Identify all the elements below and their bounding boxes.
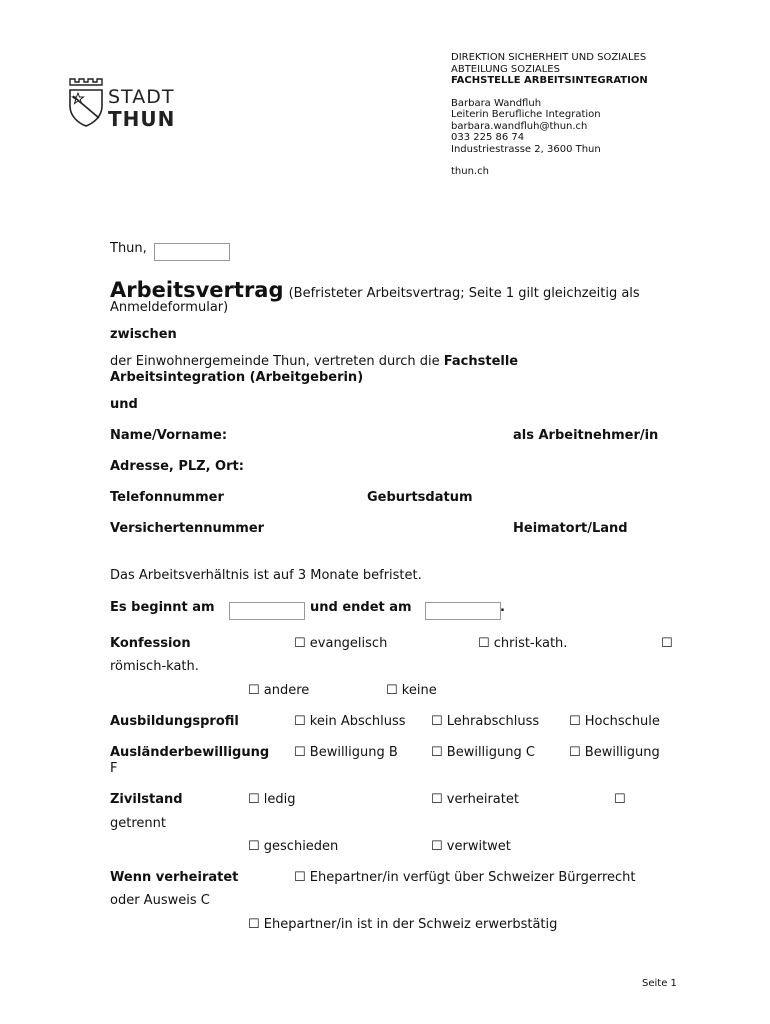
party-office: Fachstelle [443, 354, 519, 369]
party-text: der Einwohnergemeinde Thun, vertreten durch die [110, 354, 444, 369]
checkbox-geschieden[interactable]: ☐ geschieden [248, 839, 339, 854]
checkbox-bewilligung-b[interactable]: ☐ Bewilligung B [294, 745, 398, 760]
checkbox-roemisch-kath[interactable]: ☐ [661, 636, 673, 651]
date-field[interactable] [154, 243, 230, 261]
title-line [110, 278, 640, 302]
page-number: Seite 1 [642, 978, 677, 989]
checkbox-andere[interactable]: ☐ andere [248, 683, 310, 698]
website: thun.ch [451, 166, 489, 177]
permit-f-label: F [110, 761, 118, 776]
logo-text-stadt: STADT [108, 86, 175, 108]
logo-text-thun: THUN [108, 107, 176, 131]
getrennt-label: getrennt [110, 816, 166, 831]
permit-label: Ausländerbewilligung [110, 745, 270, 760]
end-date-field[interactable] [425, 602, 501, 620]
name-label: Name/Vorname: [110, 428, 228, 443]
checkbox-keine[interactable]: ☐ keine [386, 683, 437, 698]
checkbox-ledig[interactable]: ☐ ledig [248, 792, 296, 807]
ends-label: und endet am [310, 600, 412, 615]
contact-phone: 033 225 86 74 [451, 132, 525, 143]
subtitle-continued: Anmeldeformular) [110, 300, 229, 315]
checkbox-evangelisch[interactable]: ☐ evangelisch [294, 636, 388, 651]
contact-address: Industriestrasse 2, 3600 Thun [451, 143, 601, 155]
contact-email: barbara.wandfluh@thun.ch [451, 120, 588, 132]
checkbox-spouse-employed[interactable]: ☐ Ehepartner/in ist in der Schweiz erwerbstätig [248, 917, 558, 932]
and-label: und [110, 397, 138, 412]
party-line [110, 354, 518, 369]
origin-label: Heimatort/Land [513, 521, 628, 536]
checkbox-christ-kath[interactable]: ☐ christ-kath. [478, 636, 568, 651]
roemisch-kath-label: römisch-kath. [110, 659, 199, 674]
spouse-citizenship-continued: oder Ausweis C [110, 893, 210, 908]
checkbox-lehrabschluss[interactable]: ☐ Lehrabschluss [431, 714, 540, 729]
checkbox-kein-abschluss[interactable]: ☐ kein Abschluss [294, 714, 406, 729]
contact-role: Leiterin Berufliche Integration [451, 109, 601, 120]
address-label: Adresse, PLZ, Ort: [110, 459, 244, 474]
duration-text: Das Arbeitsverhältnis ist auf 3 Monate befristet. [110, 568, 422, 583]
city-crest-icon [69, 76, 103, 128]
start-date-field[interactable] [229, 602, 305, 620]
department-block [451, 52, 648, 178]
birthdate-label: Geburtsdatum [367, 490, 473, 505]
education-label: Ausbildungsprofil [110, 714, 239, 729]
if-married-label: Wenn verheiratet [110, 870, 239, 885]
checkbox-hochschule[interactable]: ☐ Hochschule [569, 714, 660, 729]
checkbox-verwitwet[interactable]: ☐ verwitwet [431, 839, 511, 854]
checkbox-bewilligung-f[interactable]: ☐ Bewilligung [569, 745, 660, 760]
place-label: Thun, [110, 241, 147, 256]
checkbox-getrennt[interactable]: ☐ [614, 792, 626, 807]
civil-status-label: Zivilstand [110, 792, 183, 807]
period: . [500, 600, 505, 615]
dept-division: ABTEILUNG SOZIALES [451, 63, 560, 75]
begins-label: Es beginnt am [110, 600, 215, 615]
checkbox-bewilligung-c[interactable]: ☐ Bewilligung C [431, 745, 535, 760]
dept-direction: DIREKTION SICHERHEIT UND SOZIALES [451, 52, 647, 63]
confession-label: Konfession [110, 636, 191, 651]
party-employer: Arbeitsintegration (Arbeitgeberin) [110, 370, 364, 385]
between-label: zwischen [110, 327, 177, 342]
contact-name: Barbara Wandfluh [451, 97, 542, 109]
insurance-label: Versichertennummer [110, 521, 265, 536]
subtitle: (Befristeter Arbeitsvertrag; Seite 1 gilt gleichzeitig als [288, 286, 640, 301]
checkbox-spouse-citizenship[interactable]: ☐ Ehepartner/in verfügt über Schweizer Bürgerrecht [294, 870, 636, 885]
checkbox-verheiratet[interactable]: ☐ verheiratet [431, 792, 519, 807]
employee-label: als Arbeitnehmer/in [513, 428, 659, 443]
dept-office: FACHSTELLE ARBEITSINTEGRATION [451, 75, 648, 86]
page-title: Arbeitsvertrag [110, 278, 284, 302]
phone-label: Telefonnummer [110, 490, 224, 505]
